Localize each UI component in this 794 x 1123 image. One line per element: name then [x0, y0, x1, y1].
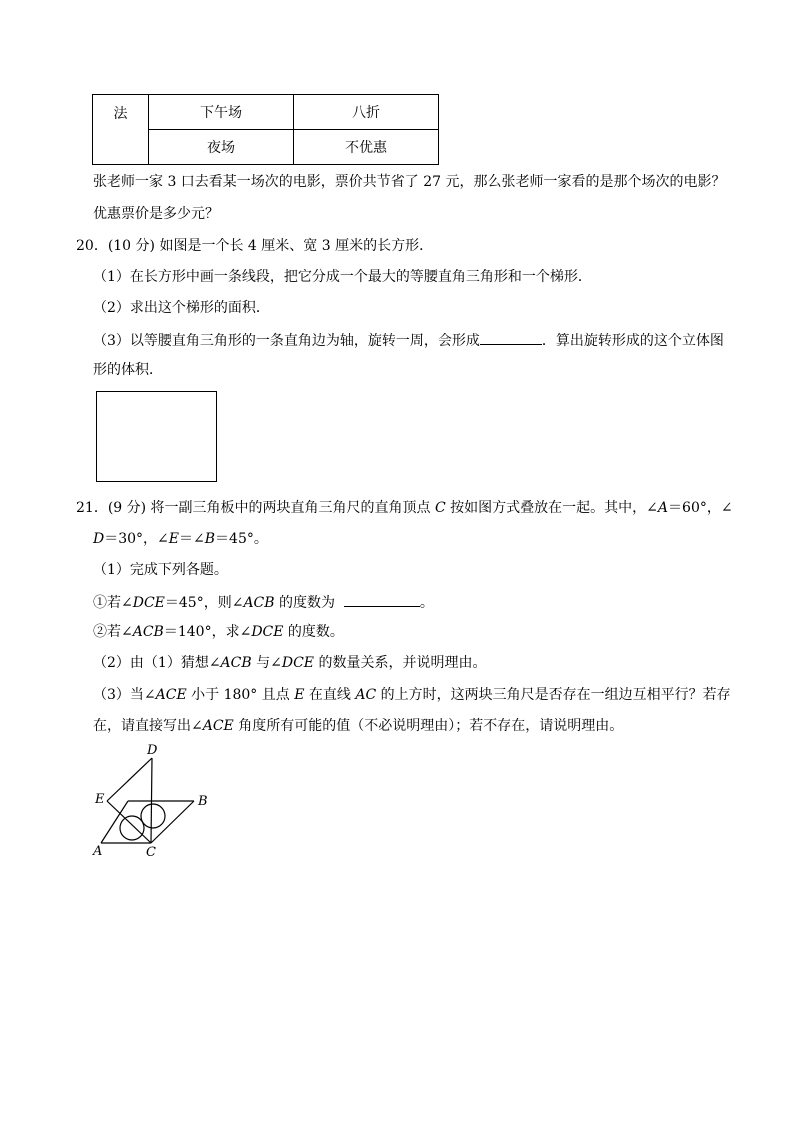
q21-text: 在，请直接写出∠: [93, 718, 203, 734]
q21-stem-text: ＝45°。: [215, 531, 268, 547]
angle-arc: [120, 816, 144, 840]
q21-text: ②若∠: [93, 624, 133, 640]
q21-text: ＝140°，求∠: [163, 624, 252, 640]
q21-text: 角度所有可能的值（不必说明理由）；若不存在，请说明理由。: [233, 718, 624, 734]
q21-text: 的度数为: [274, 595, 336, 611]
point-label: A: [657, 500, 669, 516]
q21-sub2: [93, 623, 344, 641]
angle-label: DCE: [281, 655, 315, 671]
label-d: D: [147, 743, 158, 758]
q21-stem-text: ＝30°，∠: [104, 531, 169, 547]
table-cell-method: 法: [93, 95, 149, 165]
table-cell-session: 下午场: [149, 95, 294, 130]
segment-bc: [151, 801, 194, 843]
angle-label: ACB: [243, 595, 275, 611]
q21-text: 的上方时，这两块三角尺是否存在一组边互相平行？若存: [376, 687, 731, 703]
q21-part3: [93, 686, 731, 704]
angle-arc: [141, 804, 165, 828]
q21-stem-text: 按如图方式叠放在一起。其中，∠: [445, 500, 658, 516]
triangle-set-figure: [88, 740, 228, 865]
q21-text: 在直线: [304, 687, 356, 703]
point-label: E: [294, 687, 305, 703]
answer-blank[interactable]: [344, 592, 420, 607]
q20-part3-text-b: ．算出旋转形成的这个立体图: [541, 333, 724, 349]
discount-table: [92, 94, 439, 165]
q20-stem: 20．(10 分) 如图是一个长 4 厘米、宽 3 厘米的长方形．: [76, 238, 434, 254]
point-label: D: [93, 531, 105, 547]
segment-de: [107, 758, 152, 801]
q21-stem: [76, 499, 733, 517]
q21-part3-cont: [93, 717, 623, 735]
label-a: A: [93, 844, 103, 859]
angle-label: DCE: [251, 624, 284, 640]
q21-text: 的数量关系，并说明理由。: [314, 655, 487, 671]
label-c: C: [146, 845, 156, 860]
label-b: B: [198, 794, 208, 809]
q21-text: ＝45°，则∠: [164, 595, 244, 611]
table-cell-discount: 八折: [294, 95, 439, 130]
q20-part1: （1）在长方形中画一条线段，把它分成一个最大的等腰直角三角形和一个梯形．: [93, 269, 592, 285]
q21-sub1: [93, 592, 434, 612]
q19-line1: 张老师一家 3 口去看某一场次的电影，票价共节省了 27 元，那么张老师一家看的是那个场次的电影？: [93, 174, 726, 190]
q21-stem-text: ＝∠: [179, 531, 205, 547]
q21-text: 小于 180° 且点: [186, 687, 295, 703]
table-row: [93, 95, 439, 130]
point-label: C: [435, 500, 446, 516]
q21-text: （3）当∠: [93, 687, 156, 703]
q21-part2: [93, 654, 486, 672]
q21-stem-text: 21．(9 分) 将一副三角板中的两块直角三角尺的直角顶点: [76, 500, 435, 516]
q21-stem-cont: [93, 530, 268, 548]
q21-stem-text: ＝60°，∠: [668, 500, 733, 516]
angle-label: ACE: [202, 718, 234, 734]
q21-text: （2）由（1）猜想∠: [93, 655, 221, 671]
q19-line2: 优惠票价是多少元？: [93, 206, 219, 222]
point-label: B: [204, 531, 216, 547]
angle-label: DCE: [132, 595, 165, 611]
q20-part3-cont: 形的体积．: [93, 362, 163, 378]
q21-text: 与∠: [251, 655, 282, 671]
rectangle-figure: [96, 391, 217, 482]
q21-text: 的度数。: [283, 624, 344, 640]
point-label: E: [168, 531, 180, 547]
angle-label: ACB: [220, 655, 252, 671]
label-e: E: [95, 792, 105, 807]
q20-part2: （2）求出这个梯形的面积．: [93, 300, 270, 316]
q20-part3: [93, 330, 724, 350]
q21-text: ①若∠: [93, 595, 133, 611]
q20-part3-text-a: （3）以等腰直角三角形的一条直角边为轴，旋转一周，会形成: [93, 333, 480, 349]
table-cell-session: 夜场: [149, 130, 294, 165]
angle-label: ACE: [155, 687, 187, 703]
line-label: AC: [355, 687, 377, 703]
q21-part1: （1）完成下列各题。: [93, 562, 228, 578]
q21-text: 。: [419, 595, 434, 611]
answer-blank[interactable]: [480, 330, 542, 345]
angle-label: ACB: [132, 624, 164, 640]
table-cell-discount: 不优惠: [294, 130, 439, 165]
